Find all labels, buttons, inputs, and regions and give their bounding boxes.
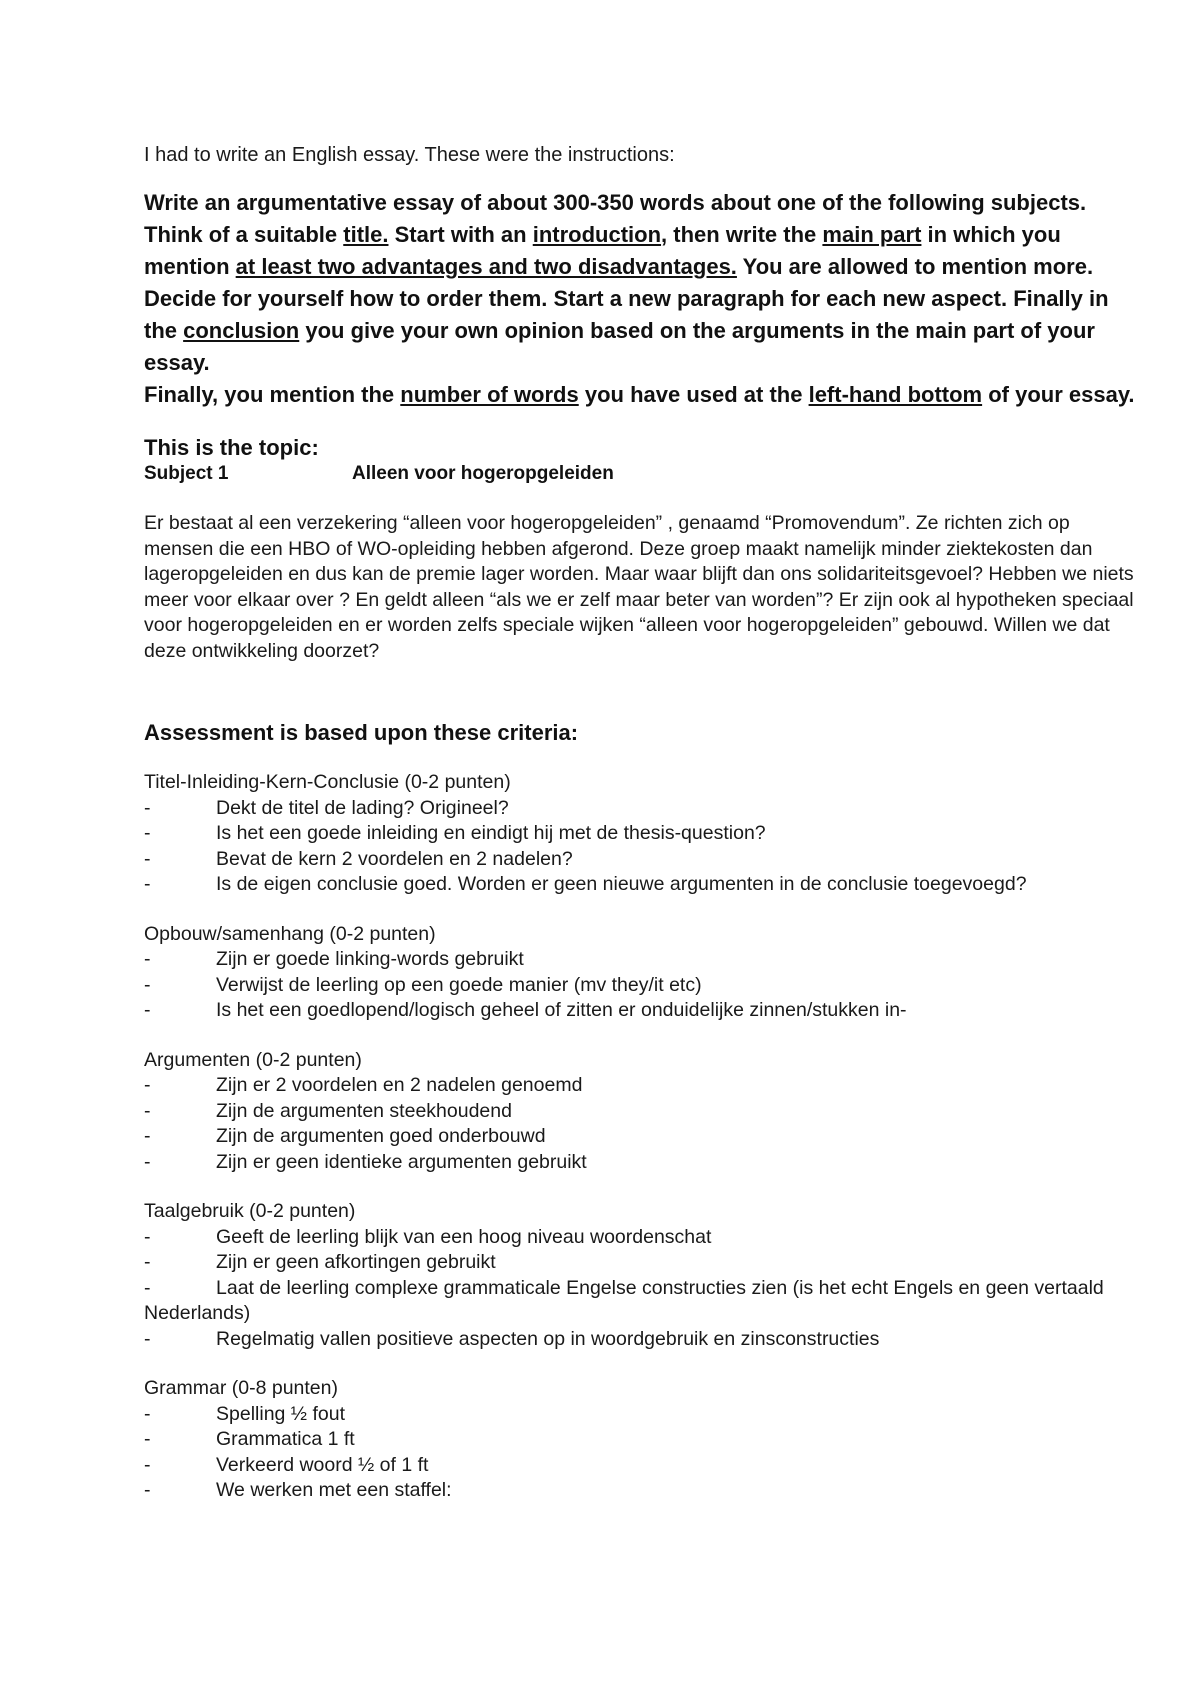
criteria-item	[144, 796, 1144, 822]
criteria-text: Bevat de kern 2 voordelen en 2 nadelen?	[216, 847, 573, 870]
dash-bullet: -	[144, 1074, 151, 1096]
instructions-text: of your essay.	[982, 382, 1135, 407]
dash-bullet: -	[144, 1479, 151, 1501]
dash-bullet: -	[144, 1251, 151, 1273]
topic-heading: This is the topic:	[144, 435, 319, 460]
instructions-text: You are allowed to mention more. Decide for yourself how to order them. Start a new paragraph for each new aspect. Finally in the	[144, 254, 1109, 343]
criteria-text: Is het een goede inleiding en eindigt hij met de thesis-question?	[216, 822, 766, 844]
dash-bullet: -	[144, 948, 151, 970]
dash-bullet: -	[144, 873, 151, 895]
instructions-text: you give your own opinion based on the arguments in the main part of your essay.	[144, 318, 1095, 375]
section-title: Argumenten (0-2 punten)	[144, 1048, 362, 1071]
dash-bullet: -	[144, 1225, 151, 1248]
criteria-text: Grammatica 1 ft	[216, 1428, 355, 1450]
advantages-keyword: at least two advantages and two disadvantages.	[235, 254, 737, 279]
instructions-text: , then write the	[661, 222, 823, 247]
criteria-item	[144, 1478, 1144, 1504]
criteria-item	[144, 947, 1144, 973]
criteria-text: Geeft de leerling blijk van een hoog niveau woordenschat	[216, 1225, 712, 1248]
dash-bullet: -	[144, 1402, 151, 1425]
criteria-section	[144, 1199, 1144, 1352]
criteria-text: Zijn de argumenten steekhoudend	[216, 1099, 512, 1122]
left-hand-bottom-keyword: left-hand bottom	[808, 382, 983, 407]
assessment-heading: Assessment is based upon these criteria:	[144, 720, 579, 745]
dash-bullet: -	[144, 1125, 151, 1147]
criteria-text: Zijn er 2 voordelen en 2 nadelen genoemd	[216, 1074, 583, 1096]
criteria-text: Spelling ½ fout	[216, 1402, 346, 1425]
criteria-section	[144, 770, 1144, 898]
criteria-item	[144, 872, 1144, 898]
criteria-item	[144, 1250, 1144, 1276]
subject-line	[144, 461, 1144, 487]
criteria-item	[144, 1402, 1144, 1428]
subject-number: Subject 1	[144, 463, 229, 484]
criteria-section	[144, 922, 1144, 1024]
criteria-section	[144, 1376, 1144, 1504]
criteria-text: Laat de leerling complexe grammaticale Engelse constructies zien (is het echt Engels en geen vertaald Nederlands)	[144, 1276, 1104, 1324]
section-title: Grammar (0-8 punten)	[144, 1377, 338, 1399]
criteria-item	[144, 1073, 1144, 1099]
criteria-item	[144, 1225, 1144, 1251]
criteria-text: Is de eigen conclusie goed. Worden er geen nieuwe argumenten in de conclusie toegevoegd?	[216, 873, 1027, 895]
criteria-item	[144, 821, 1144, 847]
dash-bullet: -	[144, 796, 151, 819]
criteria-item	[144, 847, 1144, 873]
criteria-item	[144, 1099, 1144, 1125]
criteria-item	[144, 1327, 1144, 1353]
conclusion-keyword: conclusion	[183, 318, 300, 343]
document-page	[144, 143, 1144, 1504]
criteria-text: Zijn er goede linking-words gebruikt	[216, 948, 524, 970]
criteria-section	[144, 1048, 1144, 1176]
criteria-text: Regelmatig vallen positieve aspecten op in woordgebruik en zinsconstructies	[216, 1327, 880, 1350]
dash-bullet: -	[144, 822, 151, 844]
dash-bullet: -	[144, 1276, 151, 1299]
section-title: Titel-Inleiding-Kern-Conclusie (0-2 punten)	[144, 771, 511, 793]
instructions-text: Start with an	[388, 222, 533, 247]
dash-bullet: -	[144, 1327, 151, 1350]
criteria-text: Verwijst de leerling op een goede manier (mv they/it etc)	[216, 973, 702, 996]
instructions-text: Write an argumentative essay of about 300-350 words about one of the following subjects. Think of a suitable	[144, 190, 1087, 247]
criteria-text: Verkeerd woord ½ of 1 ft	[216, 1453, 429, 1476]
number-of-words-keyword: number of words	[400, 382, 579, 407]
criteria-text: Is het een goedlopend/logisch geheel of zitten er onduidelijke zinnen/stukken in-	[216, 999, 907, 1021]
instructions-text: you have used at the	[578, 382, 809, 407]
instructions-paragraph	[144, 187, 1144, 411]
criteria-text: Zijn er geen afkortingen gebruikt	[216, 1251, 496, 1273]
criteria-item	[144, 1453, 1144, 1479]
instructions-text: Finally, you mention the	[144, 382, 401, 407]
criteria-item	[144, 1124, 1144, 1150]
criteria-item	[144, 998, 1144, 1024]
section-title: Opbouw/samenhang (0-2 punten)	[144, 922, 436, 945]
main-part-keyword: main part	[822, 222, 922, 247]
section-title: Taalgebruik (0-2 punten)	[144, 1200, 356, 1222]
subject-title: Alleen voor hogeropgeleiden	[352, 463, 614, 484]
criteria-text: Zijn de argumenten goed onderbouwd	[216, 1125, 546, 1147]
criteria-text: Zijn er geen identieke argumenten gebruikt	[216, 1150, 587, 1173]
dash-bullet: -	[144, 973, 151, 996]
intro-text: I had to write an English essay. These were the instructions:	[144, 144, 675, 166]
dash-bullet: -	[144, 999, 151, 1021]
criteria-text: Dekt de titel de lading? Origineel?	[216, 796, 509, 819]
criteria-item	[144, 1276, 1144, 1327]
dash-bullet: -	[144, 1150, 151, 1173]
dash-bullet: -	[144, 1099, 151, 1122]
criteria-text: We werken met een staffel:	[216, 1479, 452, 1501]
topic-paragraph: Er bestaat al een verzekering “alleen voor hogeropgeleiden” , genaamd “Promovendum”. Ze richten zich op mensen die een HBO of WO-opleiding hebben afgerond. Deze groep maakt namelijk minder ziektekosten dan lageropgeleiden en dus kan de premie lager worden. Maar waar blijft dan ons solidariteitsgevoel? Hebben we niets meer voor elkaar over ? En geldt alleen “als we er zelf maar beter van worden”? Er zijn ook al hypotheken speciaal voor hogeropgeleiden en er worden zelfs speciale wijken “alleen voor hogeropgeleiden” gebouwd. Willen we dat deze ontwikkeling doorzet?	[144, 512, 1134, 662]
title-keyword: title.	[343, 222, 389, 247]
dash-bullet: -	[144, 847, 151, 870]
introduction-keyword: introduction	[532, 222, 662, 247]
criteria-item	[144, 973, 1144, 999]
dash-bullet: -	[144, 1428, 151, 1450]
criteria-item	[144, 1150, 1144, 1176]
criteria-item	[144, 1427, 1144, 1453]
dash-bullet: -	[144, 1453, 151, 1476]
instructions-text: in which you mention	[144, 222, 1061, 279]
